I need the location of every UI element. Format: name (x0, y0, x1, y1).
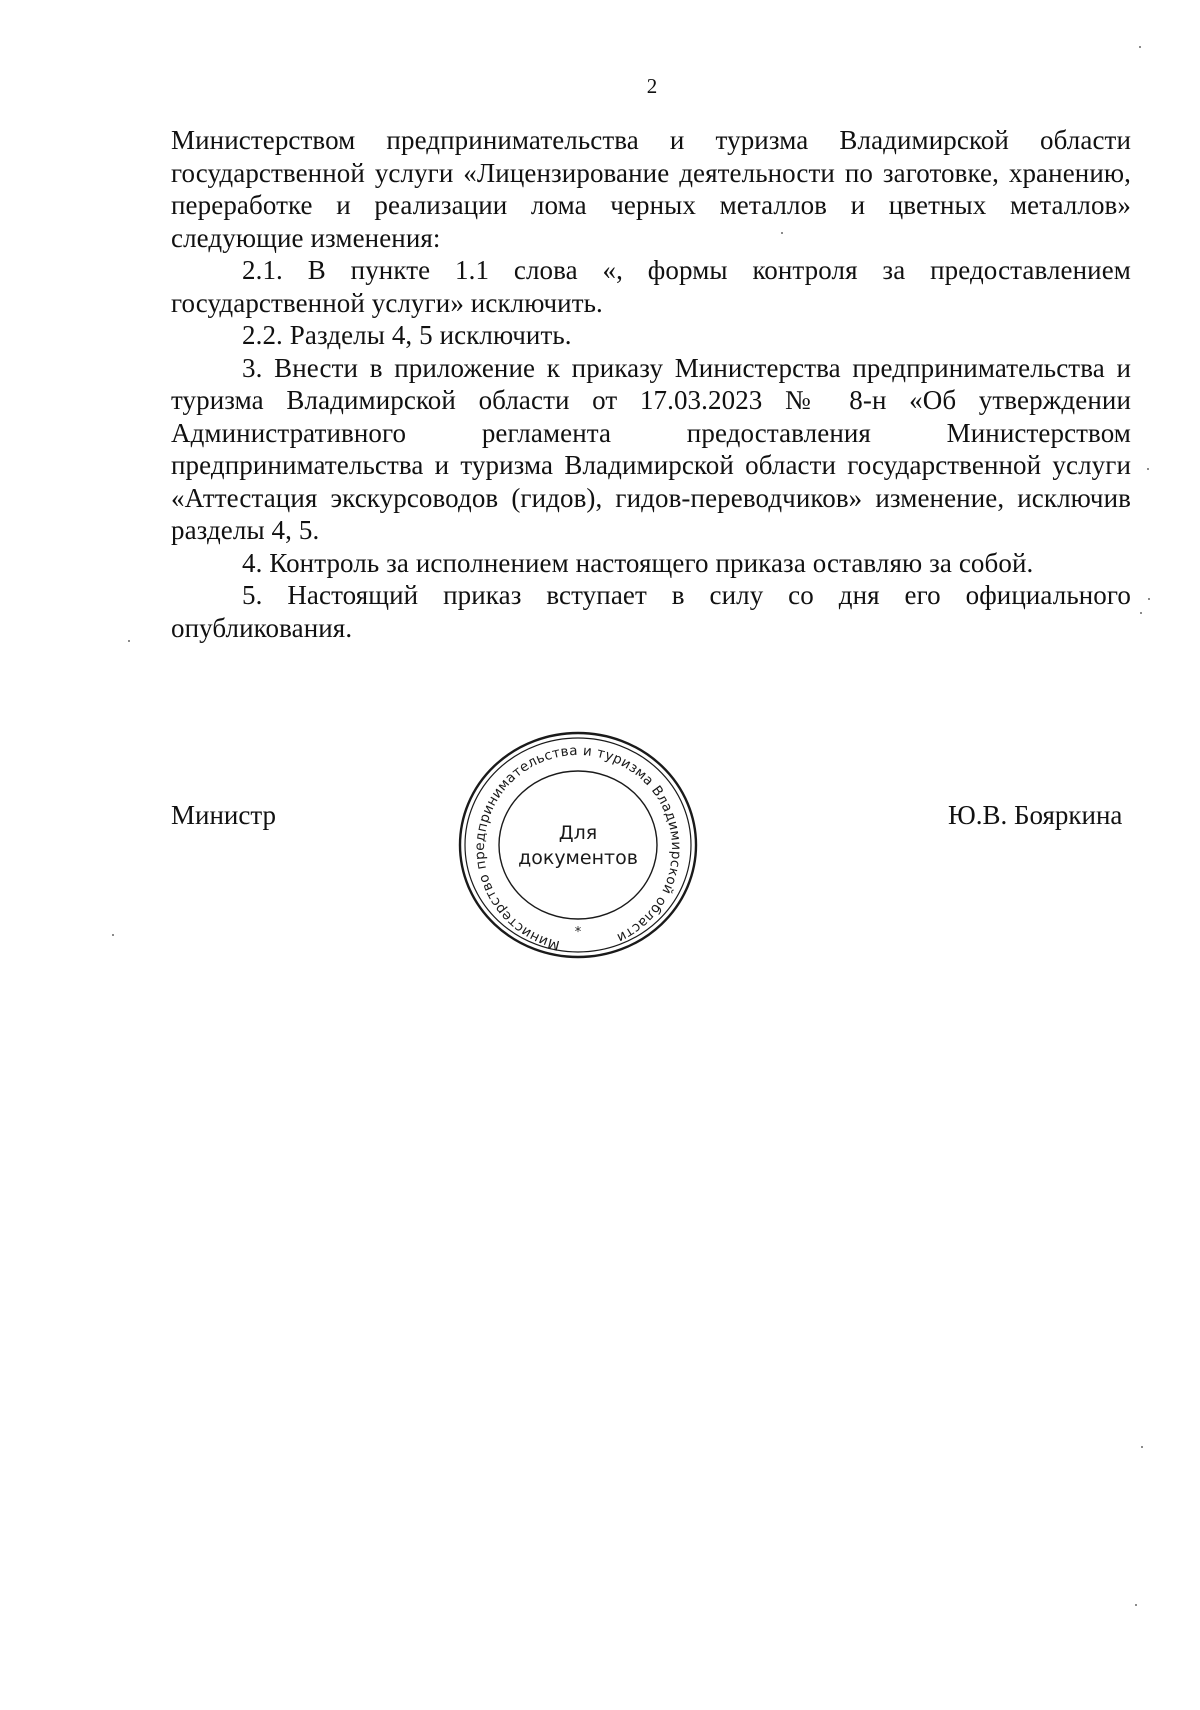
paragraph-2-2: 2.2. Разделы 4, 5 исключить. (242, 320, 572, 350)
document-body (171, 124, 1131, 644)
signatory-title: Министр (171, 800, 276, 830)
scan-speck (1147, 468, 1149, 470)
scan-speck (1140, 612, 1142, 614)
seal-outer-ring (460, 733, 696, 957)
scan-speck (1141, 1446, 1143, 1448)
scan-speck (1139, 46, 1141, 48)
seal-inner-ring (499, 771, 657, 919)
signatory-name: Ю.В. Бояркина (948, 800, 1123, 830)
seal-star: * (574, 925, 582, 940)
seal-ring-text: Министерство предпринимательства и туризма Владимирской области (471, 742, 685, 954)
paragraph-4: 4. Контроль за исполнением настоящего приказа оставляю за собой. (242, 547, 1034, 578)
seal-center-line-1: Для (558, 822, 598, 844)
page-number: 2 (646, 74, 658, 98)
official-seal-stamp (456, 728, 700, 962)
seal-center-line-2: документов (518, 847, 638, 869)
scan-speck (128, 640, 130, 642)
scan-speck (1148, 598, 1150, 600)
paragraph-3: 3. Внести в приложение к приказу Министерства предпринимательства и туризма Владимирской области от 17.03.2023 № 8-н «Об утверждении Административного регламента предоставления Министерством предпринимательства и туризма Владимирской области государственной услуги «Аттестация экскурсоводов (гидов), гидов-переводчиков» изменение, исключив разделы 4, 5. (171, 352, 1131, 545)
paragraph-5: 5. Настоящий приказ вступает в силу со дня его официального опубликования. (171, 580, 1131, 643)
paragraph-2-1: 2.1. В пункте 1.1 слова «, формы контроля за предоставлением государственной услуги» исключить. (171, 255, 1131, 318)
scan-speck (781, 232, 783, 234)
scan-speck (1135, 1604, 1137, 1606)
scan-speck (112, 934, 114, 936)
paragraph-continuation: Министерством предпринимательства и туризма Владимирской области государственной услуги «Лицензирование деятельности по заготовке, хранению, переработке и реализации лома черных металлов и цветных металлов» следующие изменения: (171, 125, 1131, 253)
